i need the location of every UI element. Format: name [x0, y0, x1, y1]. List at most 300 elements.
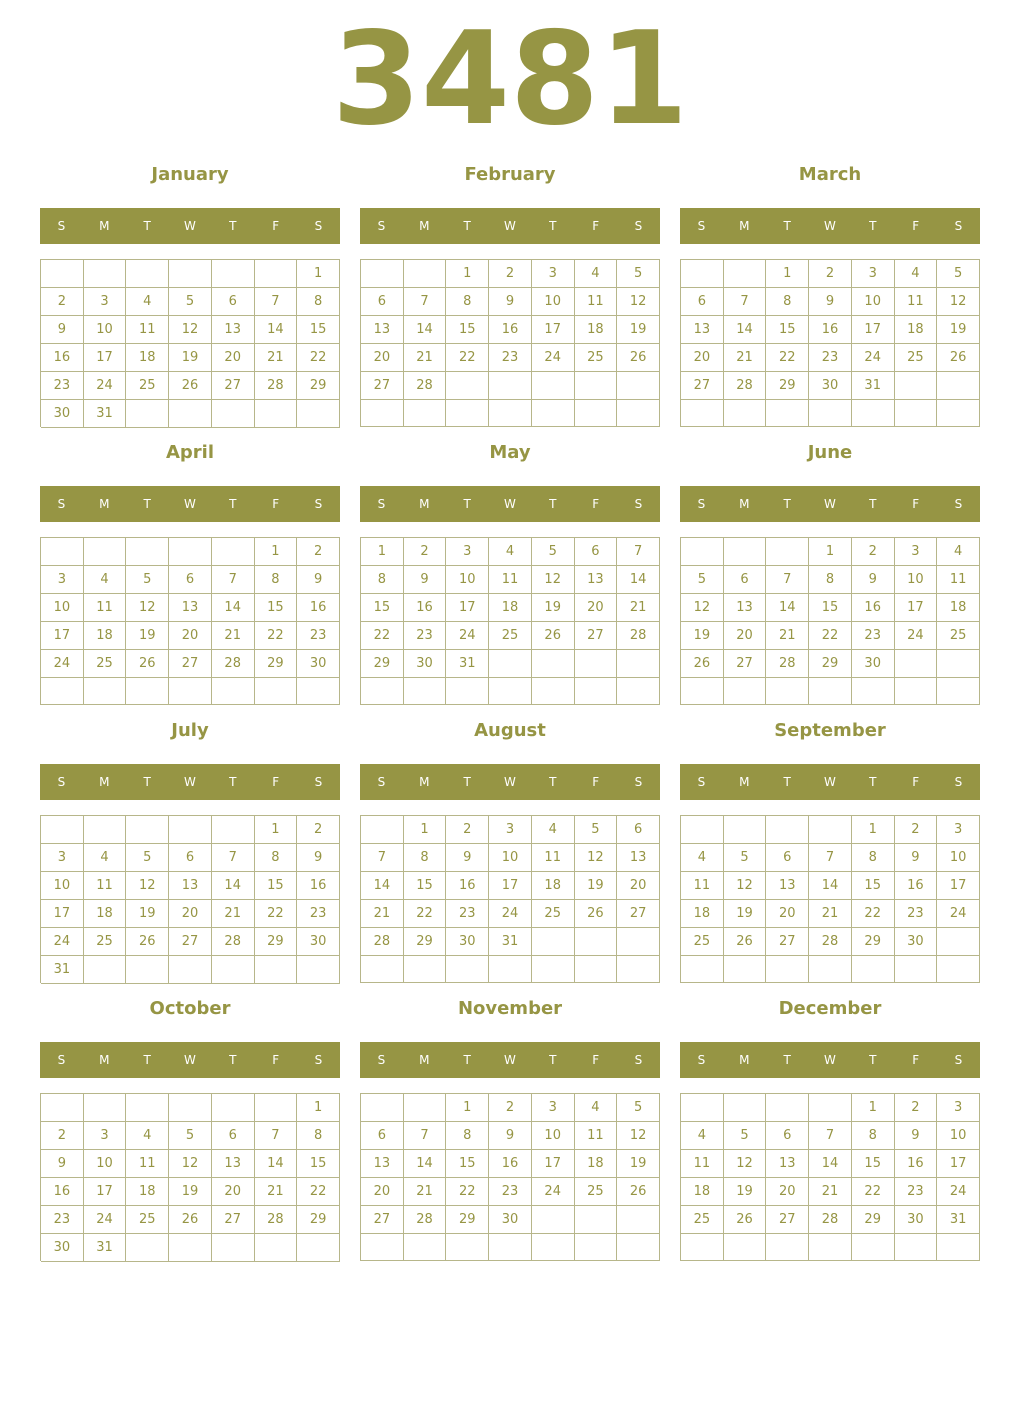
- day-cell: 27: [724, 650, 767, 678]
- day-cell: 22: [766, 344, 809, 372]
- day-cell: 6: [169, 566, 212, 594]
- day-cell: 23: [404, 622, 447, 650]
- day-cell: 19: [126, 622, 169, 650]
- year-title: 3481: [331, 5, 689, 154]
- empty-day-cell: [681, 1234, 724, 1261]
- day-cell: 10: [895, 566, 938, 594]
- day-cell: 9: [895, 1122, 938, 1150]
- day-cell: 5: [126, 566, 169, 594]
- day-cell: 31: [84, 400, 127, 428]
- day-cell: 28: [766, 650, 809, 678]
- day-cell: 9: [809, 288, 852, 316]
- day-cell: 15: [766, 316, 809, 344]
- empty-day-cell: [126, 260, 169, 288]
- day-cell: 6: [169, 844, 212, 872]
- weekday-header: S: [954, 775, 963, 789]
- day-cell: 26: [126, 928, 169, 956]
- weekday-header-row: [40, 486, 340, 522]
- day-cell: 16: [446, 872, 489, 900]
- day-cell: 4: [84, 844, 127, 872]
- weekday-header: T: [869, 497, 877, 511]
- day-cell: 14: [212, 594, 255, 622]
- empty-day-cell: [895, 956, 938, 983]
- empty-day-cell: [617, 1234, 660, 1261]
- day-cell: 27: [212, 372, 255, 400]
- day-cell: 19: [724, 1178, 767, 1206]
- weekday-header: T: [229, 497, 237, 511]
- empty-day-cell: [575, 1206, 618, 1234]
- day-cell: 17: [532, 1150, 575, 1178]
- weekday-header: F: [912, 497, 920, 511]
- weekday-header-row: [40, 764, 340, 800]
- day-cell: 7: [809, 1122, 852, 1150]
- empty-day-cell: [255, 1234, 298, 1262]
- weekday-header: S: [57, 497, 66, 511]
- day-cell: 27: [361, 372, 404, 400]
- day-grid: [40, 259, 340, 427]
- day-cell: 21: [404, 1178, 447, 1206]
- day-cell: 23: [895, 900, 938, 928]
- day-cell: 29: [446, 1206, 489, 1234]
- empty-day-cell: [895, 678, 938, 705]
- empty-day-cell: [852, 956, 895, 983]
- day-cell: 21: [809, 900, 852, 928]
- empty-day-cell: [255, 956, 298, 984]
- day-cell: 7: [617, 538, 660, 566]
- empty-day-cell: [724, 678, 767, 705]
- weekday-header: M: [99, 497, 110, 511]
- empty-day-cell: [255, 400, 298, 428]
- empty-day-cell: [852, 678, 895, 705]
- empty-day-cell: [212, 1094, 255, 1122]
- empty-day-cell: [446, 1234, 489, 1261]
- empty-day-cell: [169, 260, 212, 288]
- day-cell: 18: [681, 900, 724, 928]
- weekday-header: F: [912, 1053, 920, 1067]
- weekday-header: T: [549, 219, 557, 233]
- day-cell: 15: [404, 872, 447, 900]
- empty-day-cell: [404, 1094, 447, 1122]
- weekday-header: W: [824, 1053, 836, 1067]
- empty-day-cell: [361, 816, 404, 844]
- empty-day-cell: [446, 956, 489, 983]
- day-cell: 19: [681, 622, 724, 650]
- day-cell: 10: [532, 1122, 575, 1150]
- day-cell: 18: [126, 344, 169, 372]
- day-cell: 29: [255, 650, 298, 678]
- day-cell: 23: [895, 1178, 938, 1206]
- day-cell: 24: [937, 900, 980, 928]
- day-cell: 8: [446, 1122, 489, 1150]
- weekday-header: T: [229, 219, 237, 233]
- day-cell: 5: [617, 1094, 660, 1122]
- weekday-header: T: [549, 497, 557, 511]
- day-cell: 3: [84, 288, 127, 316]
- empty-day-cell: [489, 650, 532, 678]
- day-cell: 29: [297, 372, 340, 400]
- day-cell: 6: [617, 816, 660, 844]
- empty-day-cell: [724, 1094, 767, 1122]
- empty-day-cell: [212, 816, 255, 844]
- month-title: October: [149, 998, 231, 1019]
- weekday-header: S: [954, 219, 963, 233]
- empty-day-cell: [575, 372, 618, 400]
- empty-day-cell: [404, 678, 447, 705]
- empty-day-cell: [169, 678, 212, 705]
- empty-day-cell: [895, 1234, 938, 1261]
- empty-day-cell: [404, 1234, 447, 1261]
- empty-day-cell: [575, 650, 618, 678]
- weekday-header: S: [57, 775, 66, 789]
- day-grid: [360, 259, 660, 427]
- day-grid: [680, 815, 980, 983]
- day-cell: 13: [724, 594, 767, 622]
- weekday-header: T: [869, 1053, 877, 1067]
- day-cell: 3: [532, 260, 575, 288]
- day-cell: 17: [895, 594, 938, 622]
- day-cell: 2: [489, 260, 532, 288]
- empty-day-cell: [169, 400, 212, 428]
- day-cell: 29: [297, 1206, 340, 1234]
- day-cell: 18: [575, 1150, 618, 1178]
- weekday-header: M: [99, 219, 110, 233]
- empty-day-cell: [84, 260, 127, 288]
- day-cell: 2: [404, 538, 447, 566]
- weekday-header: F: [272, 219, 280, 233]
- weekday-header: W: [504, 219, 516, 233]
- day-cell: 5: [724, 844, 767, 872]
- day-cell: 4: [489, 538, 532, 566]
- day-cell: 30: [297, 650, 340, 678]
- day-cell: 25: [489, 622, 532, 650]
- day-cell: 1: [852, 816, 895, 844]
- empty-day-cell: [126, 538, 169, 566]
- day-cell: 4: [681, 844, 724, 872]
- empty-day-cell: [681, 400, 724, 427]
- empty-day-cell: [617, 650, 660, 678]
- day-cell: 16: [41, 1178, 84, 1206]
- day-cell: 30: [895, 1206, 938, 1234]
- empty-day-cell: [212, 400, 255, 428]
- day-cell: 4: [126, 1122, 169, 1150]
- day-cell: 12: [724, 872, 767, 900]
- day-cell: 20: [361, 344, 404, 372]
- empty-day-cell: [724, 538, 767, 566]
- day-cell: 20: [766, 900, 809, 928]
- day-cell: 19: [575, 872, 618, 900]
- day-cell: 8: [852, 844, 895, 872]
- day-cell: 3: [41, 844, 84, 872]
- month-title: January: [151, 164, 229, 185]
- day-cell: 16: [297, 872, 340, 900]
- month-title: February: [464, 164, 556, 185]
- day-cell: 30: [41, 400, 84, 428]
- month-title: June: [807, 442, 853, 463]
- day-cell: 15: [297, 1150, 340, 1178]
- empty-day-cell: [84, 1094, 127, 1122]
- day-cell: 18: [84, 622, 127, 650]
- empty-day-cell: [575, 928, 618, 956]
- day-cell: 28: [361, 928, 404, 956]
- day-cell: 15: [446, 1150, 489, 1178]
- day-cell: 20: [617, 872, 660, 900]
- day-cell: 15: [809, 594, 852, 622]
- month-title: May: [489, 442, 531, 463]
- day-cell: 13: [212, 316, 255, 344]
- day-cell: 1: [297, 260, 340, 288]
- weekday-header: T: [463, 219, 471, 233]
- day-cell: 28: [404, 1206, 447, 1234]
- empty-day-cell: [404, 260, 447, 288]
- day-cell: 18: [681, 1178, 724, 1206]
- weekday-header: W: [184, 1053, 196, 1067]
- day-cell: 15: [255, 594, 298, 622]
- empty-day-cell: [489, 372, 532, 400]
- empty-day-cell: [617, 1206, 660, 1234]
- empty-day-cell: [532, 956, 575, 983]
- empty-day-cell: [41, 538, 84, 566]
- day-cell: 29: [809, 650, 852, 678]
- day-cell: 1: [446, 1094, 489, 1122]
- weekday-header: S: [314, 497, 323, 511]
- empty-day-cell: [575, 1234, 618, 1261]
- day-cell: 9: [489, 288, 532, 316]
- day-cell: 15: [446, 316, 489, 344]
- empty-day-cell: [895, 650, 938, 678]
- weekday-header: T: [783, 1053, 791, 1067]
- empty-day-cell: [532, 1206, 575, 1234]
- weekday-header: W: [824, 219, 836, 233]
- day-cell: 21: [724, 344, 767, 372]
- day-cell: 22: [361, 622, 404, 650]
- day-cell: 5: [169, 288, 212, 316]
- day-cell: 22: [852, 900, 895, 928]
- day-cell: 5: [681, 566, 724, 594]
- day-cell: 21: [617, 594, 660, 622]
- day-cell: 20: [724, 622, 767, 650]
- day-cell: 3: [41, 566, 84, 594]
- day-cell: 8: [766, 288, 809, 316]
- day-cell: 2: [41, 1122, 84, 1150]
- weekday-header: S: [634, 497, 643, 511]
- day-cell: 4: [895, 260, 938, 288]
- day-cell: 20: [575, 594, 618, 622]
- day-cell: 28: [212, 928, 255, 956]
- day-cell: 6: [724, 566, 767, 594]
- weekday-header: T: [869, 219, 877, 233]
- day-cell: 6: [212, 1122, 255, 1150]
- day-cell: 30: [809, 372, 852, 400]
- weekday-header: M: [739, 219, 750, 233]
- day-cell: 16: [297, 594, 340, 622]
- day-cell: 6: [361, 1122, 404, 1150]
- day-cell: 17: [84, 1178, 127, 1206]
- empty-day-cell: [404, 956, 447, 983]
- empty-day-cell: [937, 956, 980, 983]
- weekday-header-row: [40, 208, 340, 244]
- day-cell: 2: [489, 1094, 532, 1122]
- day-cell: 16: [895, 1150, 938, 1178]
- day-cell: 31: [41, 956, 84, 984]
- day-cell: 8: [404, 844, 447, 872]
- day-cell: 25: [84, 928, 127, 956]
- empty-day-cell: [937, 928, 980, 956]
- day-cell: 6: [212, 288, 255, 316]
- empty-day-cell: [361, 1094, 404, 1122]
- day-cell: 3: [489, 816, 532, 844]
- day-cell: 7: [809, 844, 852, 872]
- day-cell: 10: [532, 288, 575, 316]
- day-cell: 9: [446, 844, 489, 872]
- day-cell: 18: [575, 316, 618, 344]
- day-cell: 5: [532, 538, 575, 566]
- weekday-header: W: [184, 497, 196, 511]
- day-cell: 19: [532, 594, 575, 622]
- day-cell: 18: [937, 594, 980, 622]
- day-cell: 6: [361, 288, 404, 316]
- day-cell: 14: [404, 1150, 447, 1178]
- empty-day-cell: [809, 816, 852, 844]
- day-cell: 2: [852, 538, 895, 566]
- weekday-header-row: [40, 1042, 340, 1078]
- day-cell: 19: [617, 1150, 660, 1178]
- day-cell: 3: [937, 816, 980, 844]
- day-cell: 18: [489, 594, 532, 622]
- weekday-header: F: [592, 219, 600, 233]
- empty-day-cell: [937, 372, 980, 400]
- day-cell: 17: [532, 316, 575, 344]
- day-cell: 29: [766, 372, 809, 400]
- day-cell: 26: [169, 1206, 212, 1234]
- day-cell: 11: [575, 288, 618, 316]
- day-cell: 30: [297, 928, 340, 956]
- day-grid: [680, 537, 980, 705]
- empty-day-cell: [361, 956, 404, 983]
- empty-day-cell: [724, 400, 767, 427]
- weekday-header: W: [824, 775, 836, 789]
- weekday-header: M: [419, 497, 430, 511]
- day-cell: 18: [532, 872, 575, 900]
- day-cell: 4: [532, 816, 575, 844]
- empty-day-cell: [126, 678, 169, 705]
- day-cell: 2: [895, 1094, 938, 1122]
- weekday-header-row: [680, 486, 980, 522]
- empty-day-cell: [297, 956, 340, 984]
- weekday-header-row: [360, 764, 660, 800]
- day-cell: 15: [852, 872, 895, 900]
- empty-day-cell: [446, 372, 489, 400]
- day-cell: 8: [446, 288, 489, 316]
- day-cell: 10: [446, 566, 489, 594]
- day-cell: 17: [446, 594, 489, 622]
- day-cell: 16: [489, 316, 532, 344]
- day-cell: 12: [575, 844, 618, 872]
- day-cell: 1: [446, 260, 489, 288]
- weekday-header-row: [360, 1042, 660, 1078]
- day-cell: 10: [937, 1122, 980, 1150]
- day-cell: 8: [255, 844, 298, 872]
- empty-day-cell: [766, 956, 809, 983]
- day-cell: 24: [41, 650, 84, 678]
- day-cell: 2: [297, 816, 340, 844]
- day-cell: 20: [212, 344, 255, 372]
- weekday-header: S: [634, 1053, 643, 1067]
- day-cell: 9: [41, 1150, 84, 1178]
- day-cell: 17: [937, 1150, 980, 1178]
- empty-day-cell: [681, 956, 724, 983]
- day-cell: 28: [255, 1206, 298, 1234]
- empty-day-cell: [724, 260, 767, 288]
- day-grid: [360, 537, 660, 705]
- day-cell: 5: [575, 816, 618, 844]
- day-cell: 26: [937, 344, 980, 372]
- day-cell: 31: [937, 1206, 980, 1234]
- day-cell: 26: [681, 650, 724, 678]
- day-cell: 23: [489, 1178, 532, 1206]
- day-cell: 15: [297, 316, 340, 344]
- day-cell: 14: [724, 316, 767, 344]
- weekday-header: S: [954, 497, 963, 511]
- day-cell: 24: [532, 1178, 575, 1206]
- day-cell: 14: [809, 872, 852, 900]
- day-cell: 27: [575, 622, 618, 650]
- day-cell: 12: [126, 872, 169, 900]
- empty-day-cell: [681, 538, 724, 566]
- weekday-header: W: [504, 497, 516, 511]
- day-cell: 25: [575, 1178, 618, 1206]
- day-cell: 5: [724, 1122, 767, 1150]
- day-cell: 4: [84, 566, 127, 594]
- day-cell: 16: [809, 316, 852, 344]
- day-cell: 30: [895, 928, 938, 956]
- weekday-header: S: [377, 219, 386, 233]
- empty-day-cell: [681, 260, 724, 288]
- day-cell: 12: [681, 594, 724, 622]
- day-cell: 22: [255, 622, 298, 650]
- day-cell: 10: [489, 844, 532, 872]
- day-cell: 25: [681, 1206, 724, 1234]
- day-cell: 8: [852, 1122, 895, 1150]
- empty-day-cell: [937, 650, 980, 678]
- empty-day-cell: [169, 816, 212, 844]
- weekday-header: M: [419, 219, 430, 233]
- weekday-header: W: [504, 1053, 516, 1067]
- empty-day-cell: [937, 400, 980, 427]
- day-cell: 8: [297, 288, 340, 316]
- day-cell: 9: [297, 844, 340, 872]
- empty-day-cell: [489, 678, 532, 705]
- day-cell: 4: [575, 1094, 618, 1122]
- day-cell: 23: [489, 344, 532, 372]
- weekday-header: S: [697, 219, 706, 233]
- empty-day-cell: [809, 956, 852, 983]
- empty-day-cell: [724, 1234, 767, 1261]
- empty-day-cell: [126, 1234, 169, 1262]
- day-cell: 26: [724, 1206, 767, 1234]
- empty-day-cell: [532, 928, 575, 956]
- empty-day-cell: [575, 956, 618, 983]
- day-cell: 14: [617, 566, 660, 594]
- day-cell: 31: [84, 1234, 127, 1262]
- day-cell: 20: [766, 1178, 809, 1206]
- day-cell: 7: [212, 566, 255, 594]
- day-cell: 13: [169, 594, 212, 622]
- empty-day-cell: [489, 400, 532, 427]
- weekday-header: S: [634, 775, 643, 789]
- empty-day-cell: [446, 400, 489, 427]
- weekday-header: T: [549, 775, 557, 789]
- day-cell: 31: [446, 650, 489, 678]
